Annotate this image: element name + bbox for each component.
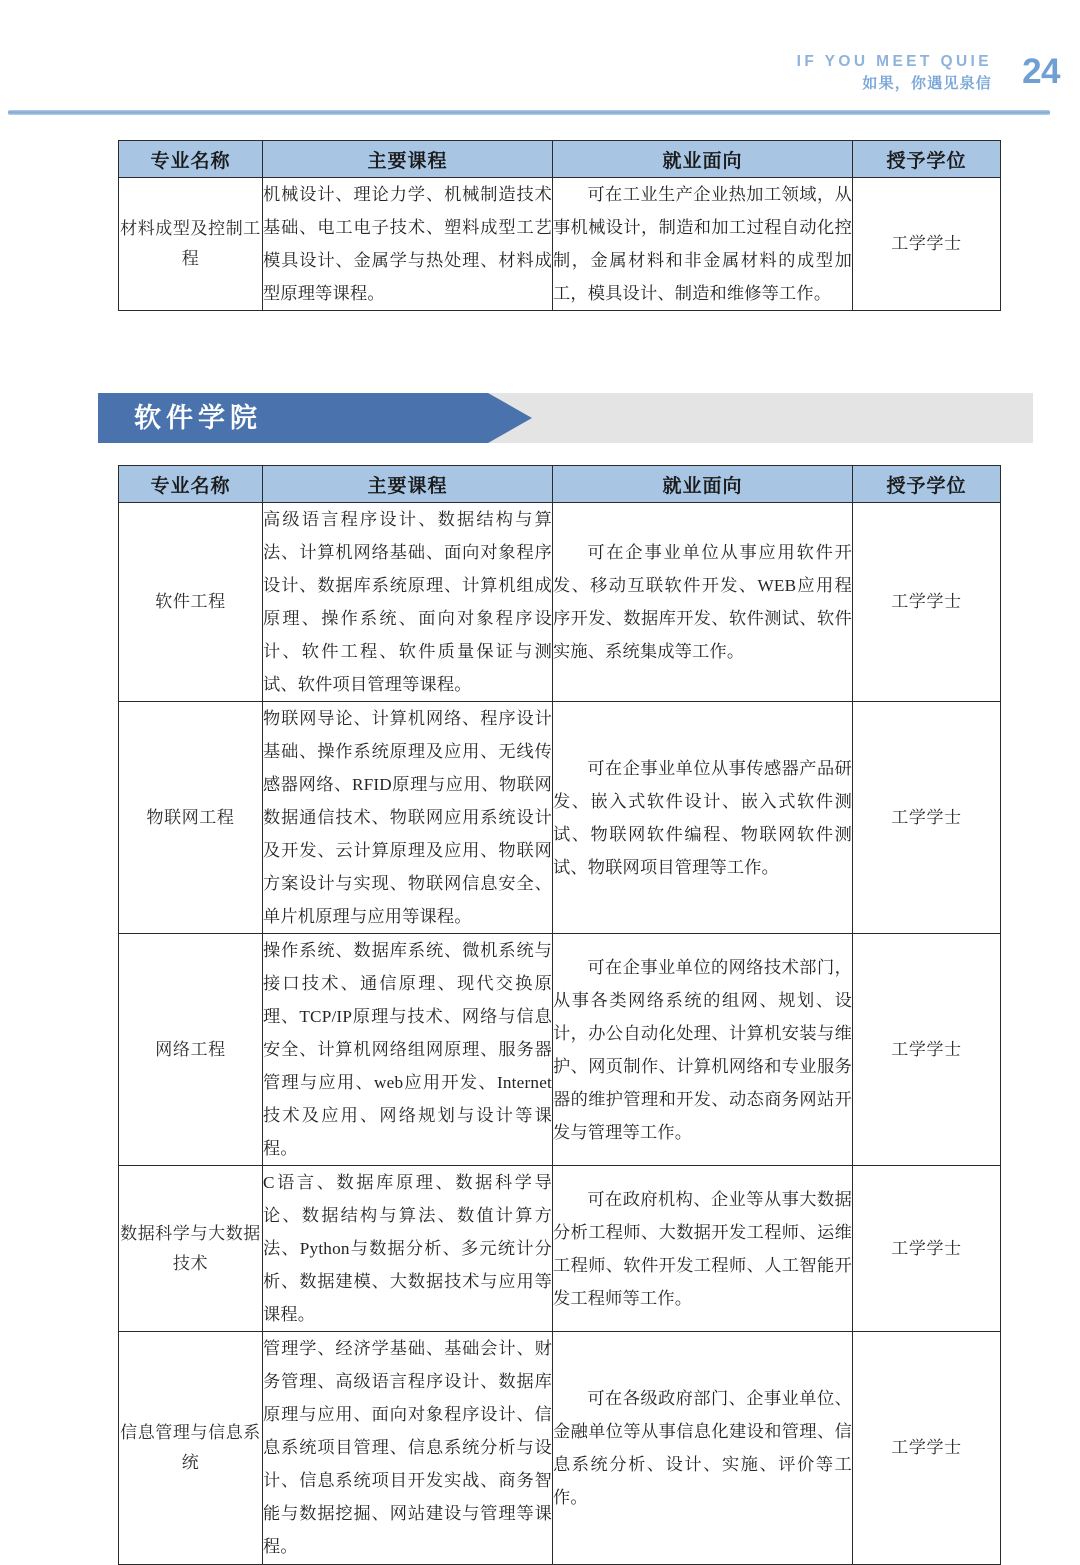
page-number: 24 [1022, 52, 1060, 91]
table-row [119, 1332, 1001, 1564]
column-header-courses: 主要课程 [263, 141, 553, 178]
table-header-row [119, 141, 1001, 178]
cell-major-name: 网络工程 [119, 934, 263, 1166]
cell-main-courses: 操作系统、数据库系统、微机系统与接口技术、通信原理、现代交换原理、TCP/IP原理与技术、网络与信息安全、计算机网络组网原理、服务器管理与应用、web应用开发、Internet技术及应用、网络规划与设计等课程。 [263, 934, 553, 1166]
cell-main-courses: 管理学、经济学基础、基础会计、财务管理、高级语言程序设计、数据库原理与应用、面向对象程序设计、信息系统项目管理、信息系统分析与设计、信息系统项目开发实战、商务智能与数据挖掘、网站建设与管理等课程。 [263, 1332, 553, 1564]
cell-degree-awarded: 工学学士 [853, 702, 1001, 934]
column-header-major: 专业名称 [119, 141, 263, 178]
software-college-major-table [118, 465, 1001, 1565]
cell-career-direction: 可在企事业单位从事应用软件开发、移动互联软件开发、WEB应用程序开发、数据库开发、软件测试、软件实施、系统集成等工作。 [553, 503, 853, 702]
table-row [119, 934, 1001, 1166]
cell-degree-awarded: 工学学士 [853, 503, 1001, 702]
cell-career-direction: 可在工业生产企业热加工领域，从事机械设计，制造和加工过程自动化控制，金属材料和非金属材料的成型加工，模具设计、制造和维修等工作。 [553, 178, 853, 311]
column-header-courses: 主要课程 [263, 466, 553, 503]
table-row [119, 702, 1001, 934]
column-header-career: 就业面向 [553, 466, 853, 503]
cell-degree-awarded: 工学学士 [853, 1332, 1001, 1564]
materials-major-table [118, 140, 1001, 311]
cell-major-name: 材料成型及控制工程 [119, 178, 263, 311]
cell-main-courses: 物联网导论、计算机网络、程序设计基础、操作系统原理及应用、无线传感器网络、RFID原理与应用、物联网数据通信技术、物联网应用系统设计及开发、云计算原理及应用、物联网方案设计与实现、物联网信息安全、单片机原理与应用等课程。 [263, 702, 553, 934]
brand-chinese-text: 如果，你遇见泉信 [862, 74, 992, 92]
section-banner-software-college [98, 393, 1033, 443]
column-header-degree: 授予学位 [853, 141, 1001, 178]
table-row [119, 1166, 1001, 1332]
cell-career-direction: 可在企事业单位从事传感器产品研发、嵌入式软件设计、嵌入式软件测试、物联网软件编程、物联网软件测试、物联网项目管理等工作。 [553, 702, 853, 934]
cell-major-name: 数据科学与大数据技术 [119, 1166, 263, 1332]
cell-degree-awarded: 工学学士 [853, 1166, 1001, 1332]
cell-major-name: 物联网工程 [119, 702, 263, 934]
cell-major-name: 软件工程 [119, 503, 263, 702]
cell-career-direction: 可在企事业单位的网络技术部门，从事各类网络系统的组网、规划、设计，办公自动化处理、计算机安装与维护、网页制作、计算机网络和专业服务器的维护管理和开发、动态商务网站开发与管理等工作。 [553, 934, 853, 1166]
table-header-row [119, 466, 1001, 503]
column-header-career: 就业面向 [553, 141, 853, 178]
cell-career-direction: 可在各级政府部门、企事业单位、金融单位等从事信息化建设和管理、信息系统分析、设计、实施、评价等工作。 [553, 1332, 853, 1564]
table-row [119, 503, 1001, 702]
cell-degree-awarded: 工学学士 [853, 178, 1001, 311]
cell-main-courses: 机械设计、理论力学、机械制造技术基础、电工电子技术、塑料成型工艺模具设计、金属学与热处理、材料成型原理等课程。 [263, 178, 553, 311]
cell-main-courses: 高级语言程序设计、数据结构与算法、计算机网络基础、面向对象程序设计、数据库系统原理、计算机组成原理、操作系统、面向对象程序设计、软件工程、软件质量保证与测试、软件项目管理等课程。 [263, 503, 553, 702]
column-header-degree: 授予学位 [853, 466, 1001, 503]
section-title: 软件学院 [134, 403, 262, 433]
table-row [119, 178, 1001, 311]
cell-main-courses: C语言、数据库原理、数据科学导论、数据结构与算法、数值计算方法、Python与数据分析、多元统计分析、数据建模、大数据技术与应用等课程。 [263, 1166, 553, 1332]
cell-career-direction: 可在政府机构、企业等从事大数据分析工程师、大数据开发工程师、运维工程师、软件开发工程师、人工智能开发工程师等工作。 [553, 1166, 853, 1332]
column-header-major: 专业名称 [119, 466, 263, 503]
brand-english-text: IF YOU MEET QUIE [796, 53, 992, 70]
page-header [0, 0, 1080, 118]
header-divider-rule [8, 110, 1050, 115]
cell-major-name: 信息管理与信息系统 [119, 1332, 263, 1564]
brand-block [797, 54, 992, 91]
cell-degree-awarded: 工学学士 [853, 934, 1001, 1166]
